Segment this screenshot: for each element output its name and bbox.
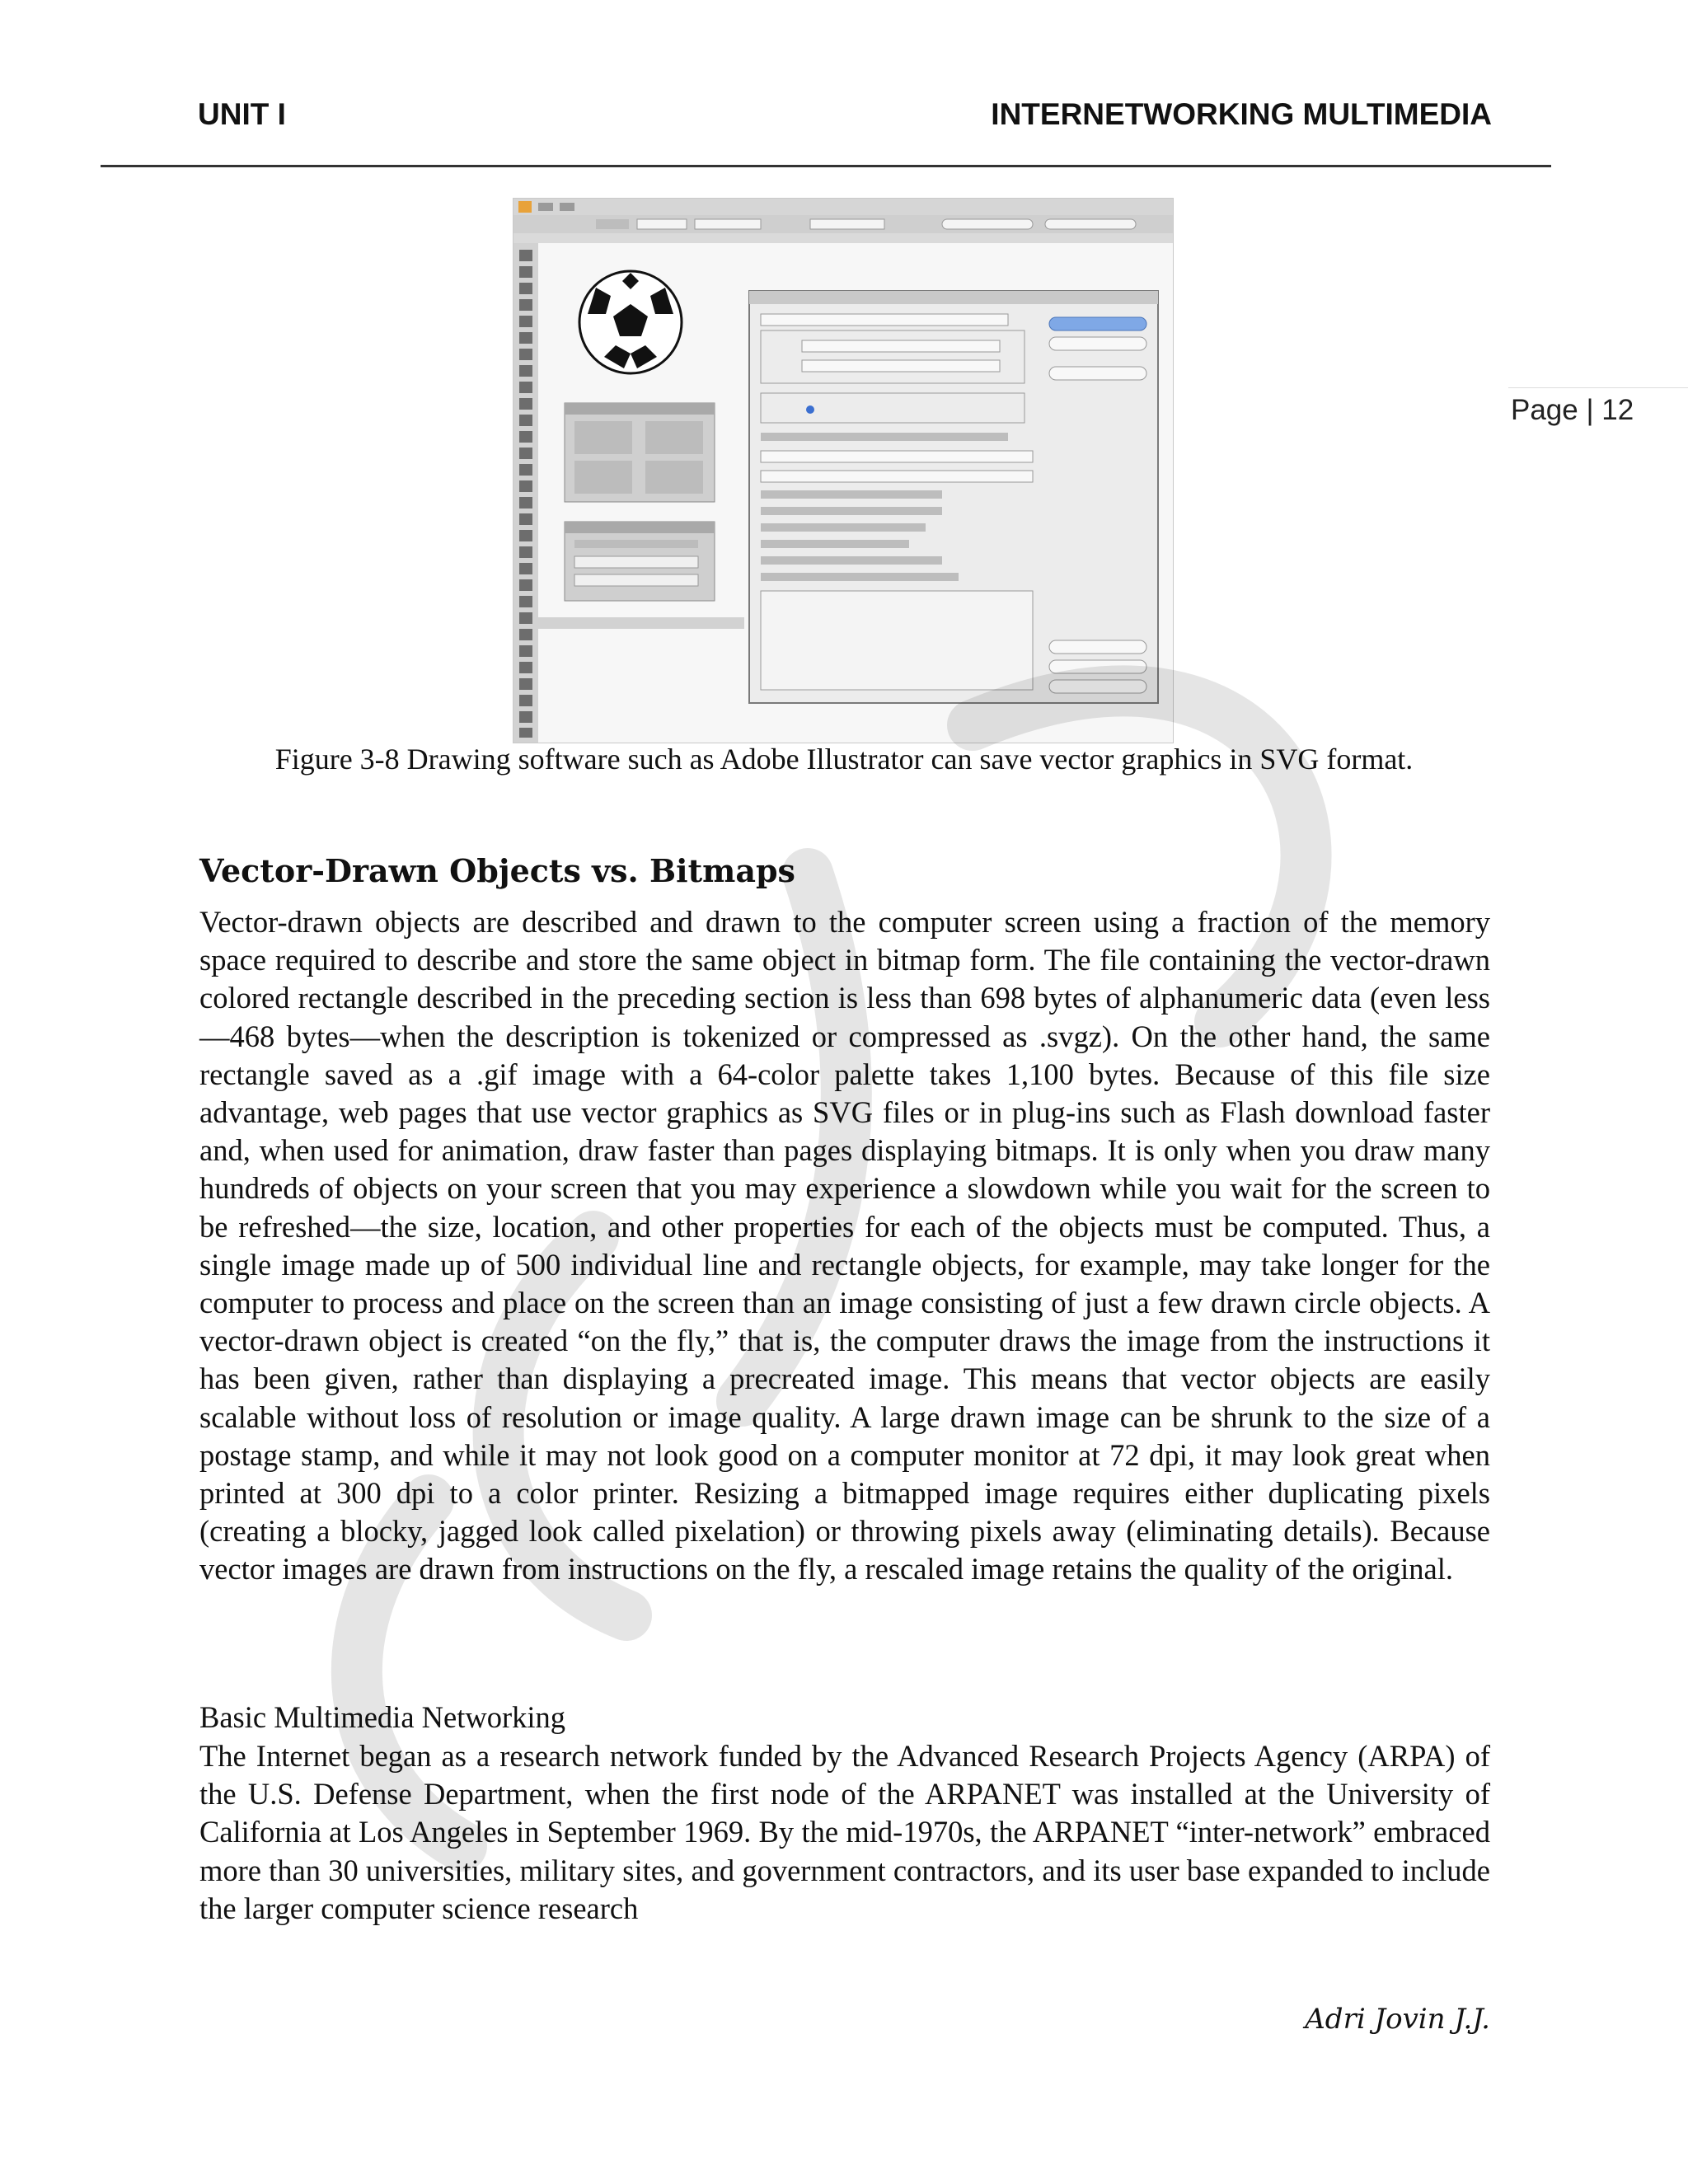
header-title: INTERNETWORKING MULTIMEDIA	[991, 97, 1492, 131]
soccer-ball-icon	[579, 271, 682, 373]
subsection-paragraph: The Internet began as a research network funded by the Advanced Research Projects Agency (ARPA) of the U.S. Defense Department, when the first node of the ARPANET was installed at the University of California at Los Angeles in September 1969. By the mid-1970s, the ARPANET “inter-network” embraced more than 30 universities, military sites, and government contractors, and its user base expanded to include the larger computer science research	[199, 1739, 1490, 1925]
figure-screenshot	[513, 198, 1174, 743]
page-number: Page | 12	[1511, 394, 1634, 426]
figure-illustration	[513, 199, 1173, 743]
section-heading: Vector-Drawn Objects vs. Bitmaps	[199, 852, 795, 889]
header-unit: UNIT I	[198, 97, 286, 131]
author-signature: Adri Jovin J.J.	[1305, 2003, 1490, 2036]
header-rule	[101, 165, 1551, 167]
subsection-title: Basic Multimedia Networking	[199, 1700, 566, 1734]
section-paragraph: Vector-drawn objects are described and drawn to the computer screen using a fraction of the memory space required to describe and store the same object in bitmap form. The file containing the vector-drawn colored rectangle described in the preceding section is less than 698 bytes of alphanumeric data (even less—468 bytes—when the description is tokenized or compressed as .svgz). On the other hand, the same rectangle saved as a .gif image with a 64-color palette takes 1,100 bytes. Because of this file size advantage, web pages that use vector graphics as SVG files or in plug-ins such as Flash download faster and, when used for animation, draw faster than pages displaying bitmaps. It is only when you draw many hundreds of objects on your screen that you may experience a slowdown while you wait for the screen to be refreshed—the size, location, and other properties for each of the objects must be computed. Thus, a single image made up of 500 individual line and rectangle objects, for example, may take longer for the computer to process and place on the screen than an image consisting of just a few drawn circle objects. A vector-drawn object is created “on the fly,” that is, the computer draws the image from the instructions it has been given, rather than displaying a precreated image. This means that vector objects are easily scalable without loss of resolution or image quality. A large drawn image can be shrunk to the size of a postage stamp, and while it may not look good on a computer monitor at 72 dpi, it may look great when printed at 300 dpi to a color printer. Resizing a bitmapped image requires either duplicating pixels (creating a blocky, jagged look called pixelation) or throwing pixels away (eliminating details). Because vector images are drawn from instructions on the fly, a rescaled image retains the quality of the original.	[199, 905, 1490, 1586]
page-number-rule	[1508, 387, 1688, 388]
figure-caption: Figure 3-8 Drawing software such as Adobe Illustrator can save vector graphics in SVG format.	[274, 743, 1414, 776]
svg-options-dialog	[749, 291, 1158, 703]
